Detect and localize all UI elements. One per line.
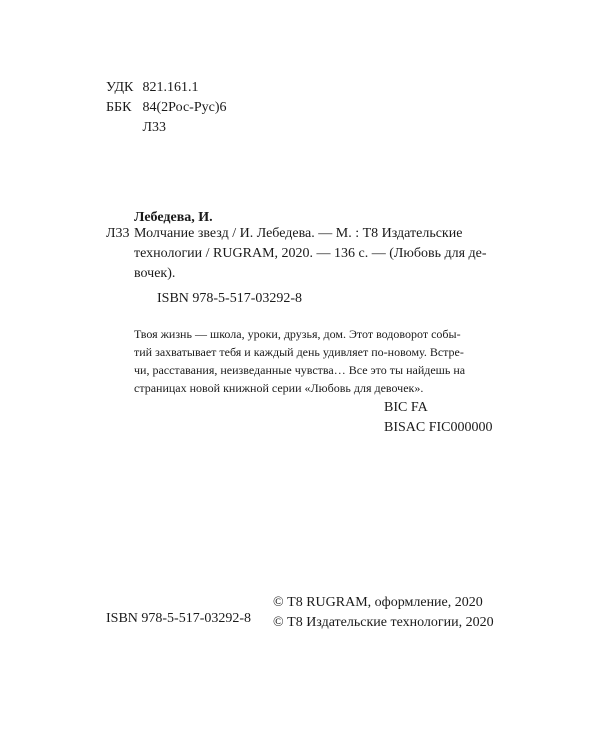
description-line: Молчание звезд / И. Лебедева. — М. : Т8 Издательские bbox=[134, 226, 463, 241]
author-mark-row bbox=[106, 118, 166, 138]
bbk-label: ББК bbox=[106, 100, 132, 115]
description-line: вочек). bbox=[134, 266, 176, 281]
footer-isbn: ISBN 978-5-517-03292-8 bbox=[106, 611, 252, 626]
bic-code: BIC FA bbox=[384, 400, 428, 415]
bbk-row bbox=[106, 98, 227, 118]
bibliographic-description bbox=[134, 224, 494, 284]
record-author: Лебедева, И. bbox=[134, 210, 213, 225]
udk-value: 821.161.1 bbox=[142, 80, 199, 95]
record-isbn: ISBN 978-5-517-03292-8 bbox=[157, 291, 303, 306]
annotation bbox=[134, 325, 496, 397]
copyright-notices bbox=[273, 593, 494, 633]
copyright-line: © Т8 Издательские технологии, 2020 bbox=[273, 615, 494, 630]
copyright-line: © Т8 RUGRAM, оформление, 2020 bbox=[273, 595, 483, 610]
record-catalog-code: Л33 bbox=[106, 226, 130, 241]
udk-row bbox=[106, 78, 199, 98]
udk-label: УДК bbox=[106, 80, 134, 95]
description-line: технологии / RUGRAM, 2020. — 136 с. — (Любовь для де- bbox=[134, 246, 487, 261]
subject-codes bbox=[384, 398, 493, 438]
annotation-line: страницах новой книжной серии «Любовь для девочек». bbox=[134, 381, 424, 395]
annotation-line: Твоя жизнь — школа, уроки, друзья, дом. Этот водоворот собы- bbox=[134, 327, 461, 341]
author-mark: Л33 bbox=[142, 120, 166, 135]
annotation-line: тий захватывает тебя и каждый день удивляет по-новому. Встре- bbox=[134, 345, 464, 359]
bisac-code: BISAC FIC000000 bbox=[384, 420, 493, 435]
annotation-line: чи, расставания, неизведанные чувства… Все это ты найдешь на bbox=[134, 363, 466, 377]
bbk-value: 84(2Рос-Рус)6 bbox=[142, 100, 227, 115]
